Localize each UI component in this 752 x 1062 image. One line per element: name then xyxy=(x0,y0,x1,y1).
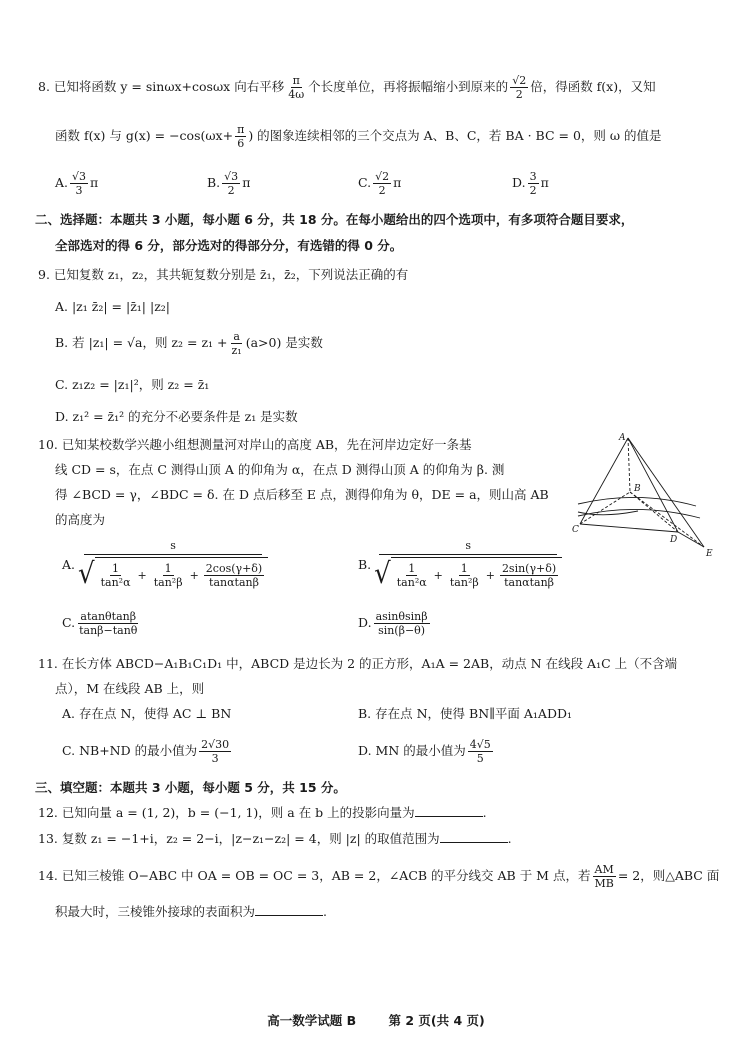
q9-stem: 9. 已知复数 z₁，z₂，其共轭复数分别是 z̄₁，z̄₂，下列说法正确的有 xyxy=(38,267,409,282)
q11-option-c: C. NB+ND 的最小值为 $\frac{2√30}{3}$ xyxy=(62,738,230,765)
section2-heading-line1: 二、选择题：本题共 3 小题，每小题 6 分，共 18 分。在每小题给出的四个选项中，有多项符合题目要求， xyxy=(35,212,634,227)
q8-line2-a: 函数 f(x) 与 g(x) = −cos(ωx+ xyxy=(55,128,234,143)
q8-line2 xyxy=(55,123,662,150)
q14-line2: 积最大时，三棱锥外接球的表面积为 . xyxy=(55,904,327,919)
q8-line1-c: 倍，得函数 f(x)，又知 xyxy=(530,79,656,94)
q11-option-a: A. 存在点 N，使得 AC ⊥ BN xyxy=(62,706,232,721)
q14-line1: 14. 已知三棱锥 O−ABC 中 OA = OB = OC = 3，AB = 2，∠ACB 的平分线交 AB 于 M 点，若 $\frac{AM}{MB}$ = 2，则△ABC 面 xyxy=(38,863,720,890)
q8-frac-phase: $\frac{\pi}{6}$ xyxy=(237,123,245,150)
q11-option-d: D. MN 的最小值为 $\frac{4√5}{5}$ xyxy=(358,738,491,765)
q8-line2-b: ) 的图象连续相邻的三个交点为 A、B、C，若 BA · BC = 0，则 ω 的值是 xyxy=(248,128,662,143)
q10-option-b: B. s √ $\frac{1}{\text{tan²α}}$ + $\frac{1}{\text{tan²β}}$ + $\frac{2\sin(\gamma+\delta)}{\tan\alpha\tan\beta}$ xyxy=(358,538,562,591)
q10-option-c: C. $\frac{atan\theta\tan\beta}{\tan\beta-\tan\theta}$ xyxy=(62,610,138,637)
q8-option-d: D. $\frac{3}{2}$ π xyxy=(512,170,549,197)
q10-mountain-figure xyxy=(572,432,728,559)
q10-line2: 线 CD = s，在点 C 测得山顶 A 的仰角为 α，在点 D 测得山顶 A 的仰角为 β. 测 xyxy=(55,462,505,477)
fig-label-e: E xyxy=(706,549,713,559)
q10-line1: 10. 已知某校数学兴趣小组想测量河对岸山的高度 AB，先在河岸边定好一条基 xyxy=(38,437,472,452)
page-footer xyxy=(0,1011,752,1029)
q8-line1-b: 个长度单位，再将振幅缩小到原来的 xyxy=(308,79,509,94)
q8-option-b: B. $\frac{√3}{2}$ π xyxy=(207,170,251,197)
q12-answer-blank xyxy=(415,804,483,817)
q8-frac-shift: $\frac{\pi}{4\omega}$ xyxy=(288,74,305,101)
q8-option-a: A. $\frac{√3}{3}$ π xyxy=(55,170,99,197)
q11-line1: 11. 在长方体 ABCD−A₁B₁C₁D₁ 中，ABCD 是边长为 2 的正方形，A₁A = 2AB，动点 N 在线段 A₁C 上（不含端 xyxy=(38,656,678,671)
q8-option-c: C. $\frac{√2}{2}$ π xyxy=(358,170,402,197)
q11-option-b: B. 存在点 N，使得 BN∥平面 A₁ADD₁ xyxy=(358,706,573,721)
q8-frac-amp: $\frac{√2}{2}$ xyxy=(512,74,527,101)
fig-label-b: B xyxy=(634,484,641,494)
q9-option-a: A. |z₁ z̄₂| = |z̄₁| |z₂| xyxy=(55,299,170,314)
q10-line4: 的高度为 xyxy=(55,512,106,527)
q13-answer-blank xyxy=(440,830,508,843)
q8-line1 xyxy=(38,74,656,101)
q9-option-b: B. 若 |z₁| = √a，则 z₂ = z₁ + $\frac{a}{\text{z₁}}$ (a>0) 是实数 xyxy=(55,330,323,357)
q10-line3: 得 ∠BCD = γ，∠BDC = δ. 在 D 点后移至 E 点，测得仰角为 θ，DE = a，则山高 AB xyxy=(55,487,549,502)
fig-label-a: A xyxy=(619,433,626,443)
fig-label-c: C xyxy=(572,525,579,535)
q9-option-c: C. z₁z₂ = |z₁|²，则 z₂ = z̄₁ xyxy=(55,377,210,392)
q10-option-d: D. $\frac{asin\theta\sin\beta}{\sin(\beta-\theta)}$ xyxy=(358,610,428,637)
q8-line1-a: 8. 已知将函数 y = sinωx+cosωx 向右平移 xyxy=(38,79,285,94)
q9-option-d: D. z₁² = z̄₁² 的充分不必要条件是 z₁ 是实数 xyxy=(55,409,298,424)
fig-label-d: D xyxy=(670,535,678,545)
q14-answer-blank xyxy=(255,903,323,916)
q12: 12. 已知向量 a = (1, 2)，b = (−1, 1)，则 a 在 b 上的投影向量为 . xyxy=(38,805,487,820)
q11-line2: 点），M 在线段 AB 上，则 xyxy=(55,681,205,696)
q13: 13. 复数 z₁ = −1+i，z₂ = 2−i，|z−z₁−z₂| = 4，则 |z| 的取值范围为 . xyxy=(38,831,512,846)
section3-heading: 三、填空题：本题共 3 小题，每小题 5 分，共 15 分。 xyxy=(35,780,346,795)
footer-subject: 高一数学试题 B xyxy=(267,1013,357,1028)
q10-option-a: A. s √ $\frac{1}{\text{tan²α}}$ + $\frac{1}{\text{tan²β}}$ + $\frac{2\cos(\gamma+\delta)}{\tan\alpha\tan\beta}$ xyxy=(62,538,268,591)
section2-heading-line2: 全部选对的得 6 分，部分选对的得部分分，有选错的得 0 分。 xyxy=(55,238,403,253)
footer-page-number: 第 2 页(共 4 页) xyxy=(388,1013,485,1028)
